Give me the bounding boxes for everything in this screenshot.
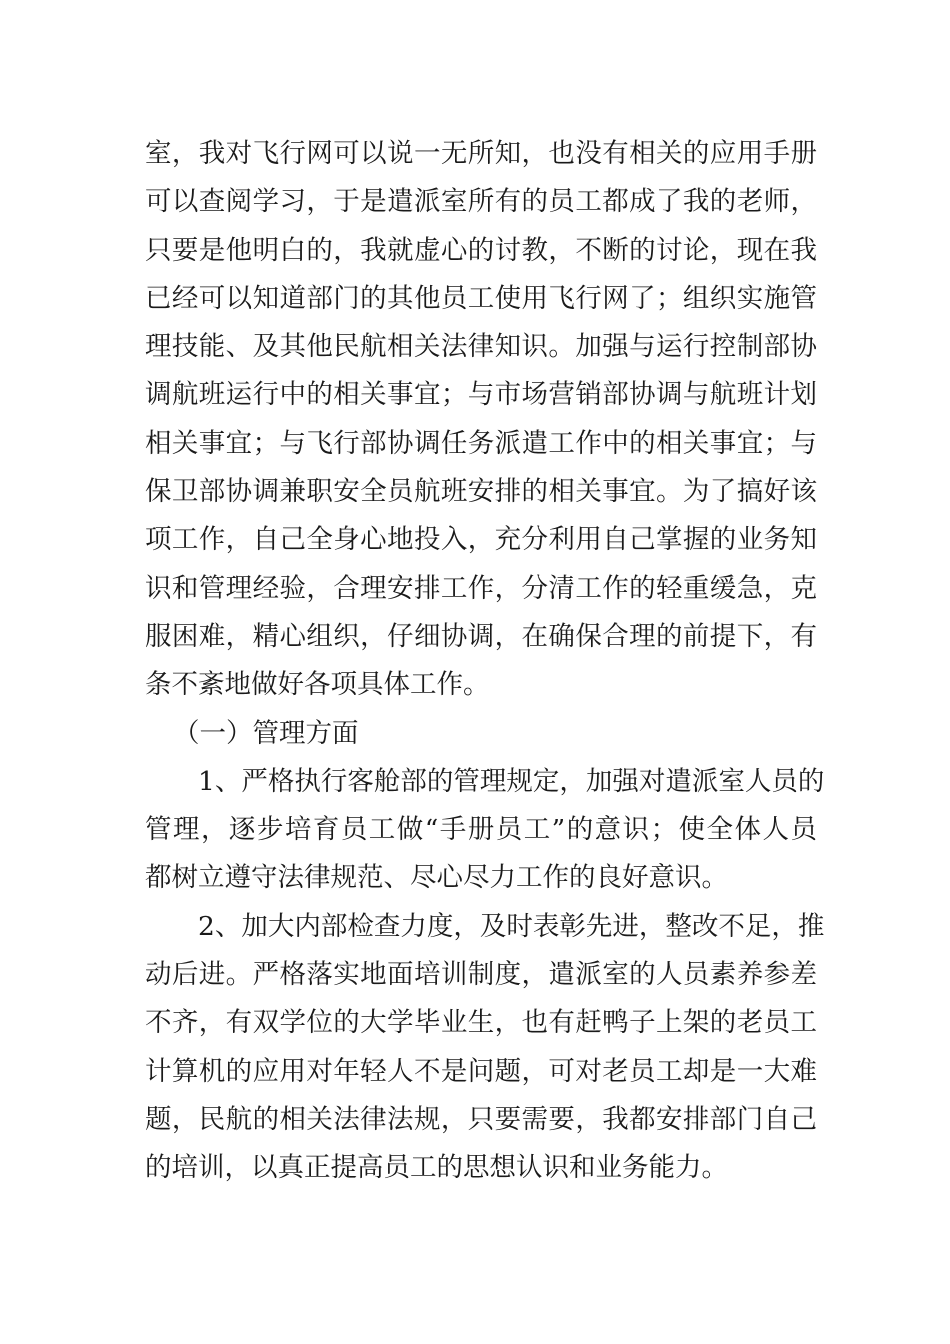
text-line: 都树立遵守法律规范、尽心尽力工作的良好意识。 — [145, 862, 728, 894]
text-line: 室，我对飞行网可以说一无所知，也没有相关的应用手册 — [145, 138, 817, 169]
text-line: 调航班运行中的相关事宜；与市场营销部协调与航班计划 — [145, 379, 817, 411]
paragraph — [145, 903, 825, 1193]
text-line: 识和管理经验，合理安排工作，分清工作的轻重缓急，克 — [145, 572, 817, 604]
text-line: 计算机的应用对年轻人不是问题，可对老员工却是一大难 — [145, 1055, 817, 1087]
text-line: 服困难，精心组织，仔细协调，在确保合理的前提下，有 — [145, 620, 817, 652]
text-line: 动后进。严格落实地面培训制度，遣派室的人员素养参差 — [145, 959, 817, 991]
text-line: 1、严格执行客舱部的管理规定，加强对遣派室人员的 — [198, 765, 825, 797]
text-line: 题，民航的相关法律法规，只要需要，我都安排部门自己 — [145, 1103, 817, 1135]
text-line: 的培训，以真正提高员工的思想认识和业务能力。 — [145, 1152, 728, 1184]
text-line: 只要是他明白的，我就虚心的讨教，不断的讨论，现在我 — [145, 234, 817, 266]
text-line: 已经可以知道部门的其他员工使用飞行网了；组织实施管 — [145, 282, 817, 314]
paragraph — [145, 758, 825, 903]
text-line: 2、加大内部检查力度，及时表彰先进，整改不足，推 — [198, 910, 825, 942]
paragraph — [145, 130, 817, 710]
text-line: 项工作，自己全身心地投入，充分利用自己掌握的业务知 — [145, 524, 817, 556]
text-line: 条不紊地做好各项具体工作。 — [145, 669, 490, 701]
text-line: 保卫部协调兼职安全员航班安排的相关事宜。为了搞好该 — [145, 476, 817, 508]
text-line: 管理，逐步培育员工做“手册员工”的意识；使全体人员 — [145, 814, 817, 846]
text-line: 不齐，有双学位的大学毕业生，也有赶鸭子上架的老员工 — [145, 1007, 817, 1039]
document-body — [145, 130, 825, 1193]
section-heading — [145, 710, 817, 758]
heading-text: （一）管理方面 — [173, 717, 359, 749]
text-line: 可以查阅学习，于是遣派室所有的员工都成了我的老师， — [145, 186, 817, 218]
text-line: 相关事宜；与飞行部协调任务派遣工作中的相关事宜；与 — [145, 427, 817, 459]
text-line: 理技能、及其他民航相关法律知识。加强与运行控制部协 — [145, 331, 817, 363]
